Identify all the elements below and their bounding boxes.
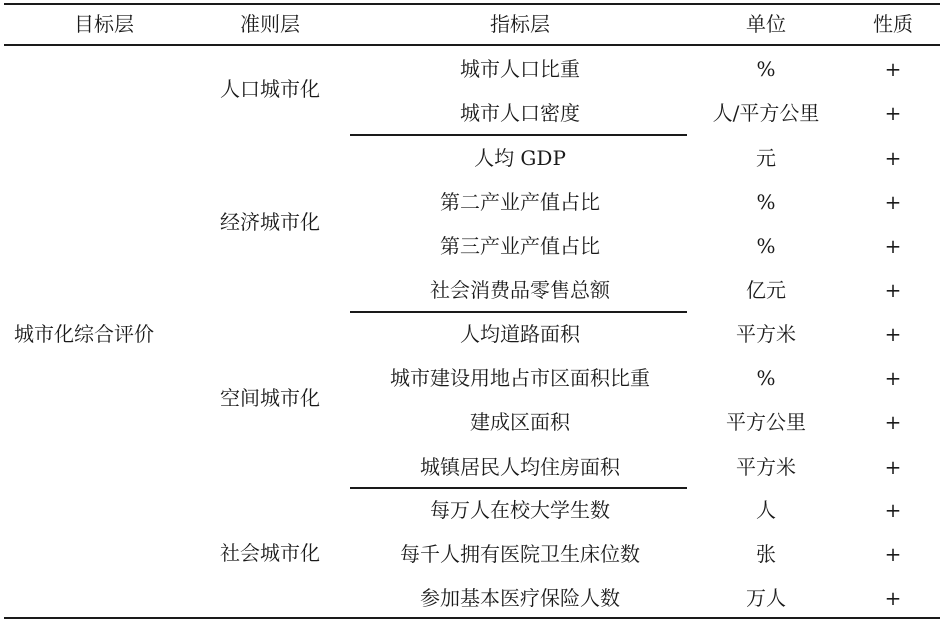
indicator-cell: 城市人口密度	[460, 101, 580, 125]
unit-cell: 平方米	[736, 455, 796, 479]
goal-label: 城市化综合评价	[14, 322, 154, 346]
criterion-economic: 经济城市化	[220, 210, 320, 234]
unit-cell: 亿元	[746, 278, 786, 302]
indicator-cell: 建成区面积	[470, 410, 570, 434]
criterion-social: 社会城市化	[220, 541, 320, 565]
indicator-cell: 城市建设用地占市区面积比重	[390, 366, 650, 390]
table-bottom-rule	[4, 617, 940, 619]
header-nature: 性质	[873, 12, 913, 36]
nature-cell: +	[884, 366, 902, 390]
unit-cell: 元	[756, 146, 776, 170]
indicator-cell: 每万人在校大学生数	[430, 498, 610, 522]
unit-cell: 人	[756, 498, 776, 522]
criterion-population: 人口城市化	[220, 77, 320, 101]
unit-cell: 人/平方公里	[712, 101, 820, 125]
table-top-rule	[4, 3, 940, 5]
unit-cell: %	[756, 366, 776, 390]
unit-cell: 张	[756, 542, 776, 566]
header-unit: 单位	[746, 12, 786, 36]
nature-cell: +	[884, 498, 902, 522]
nature-cell: +	[884, 234, 902, 258]
header-bottom-rule	[4, 44, 940, 46]
nature-cell: +	[884, 322, 902, 346]
header-criterion: 准则层	[240, 12, 300, 36]
unit-cell: 平方公里	[726, 410, 806, 434]
indicator-cell: 城镇居民人均住房面积	[420, 455, 620, 479]
group-divider-1	[350, 134, 687, 136]
nature-cell: +	[884, 190, 902, 214]
indicator-cell: 城市人口比重	[460, 57, 580, 81]
nature-cell: +	[884, 455, 902, 479]
indicator-cell: 第三产业产值占比	[440, 234, 600, 258]
nature-cell: +	[884, 586, 902, 610]
indicator-cell: 参加基本医疗保险人数	[420, 586, 620, 610]
nature-cell: +	[884, 101, 902, 125]
unit-cell: %	[756, 190, 776, 214]
header-indicator: 指标层	[490, 12, 550, 36]
criterion-spatial: 空间城市化	[220, 386, 320, 410]
unit-cell: %	[756, 234, 776, 258]
nature-cell: +	[884, 146, 902, 170]
unit-cell: 平方米	[736, 322, 796, 346]
group-divider-3	[350, 487, 687, 489]
indicator-cell: 每千人拥有医院卫生床位数	[400, 542, 640, 566]
nature-cell: +	[884, 278, 902, 302]
header-goal: 目标层	[74, 12, 134, 36]
indicator-cell: 人均道路面积	[460, 322, 580, 346]
nature-cell: +	[884, 57, 902, 81]
indicator-cell: 社会消费品零售总额	[430, 278, 610, 302]
nature-cell: +	[884, 410, 902, 434]
nature-cell: +	[884, 542, 902, 566]
unit-cell: %	[756, 57, 776, 81]
indicator-cell: 第二产业产值占比	[440, 190, 600, 214]
indicator-cell: 人均 GDP	[474, 146, 566, 170]
group-divider-2	[350, 311, 687, 313]
unit-cell: 万人	[746, 586, 786, 610]
